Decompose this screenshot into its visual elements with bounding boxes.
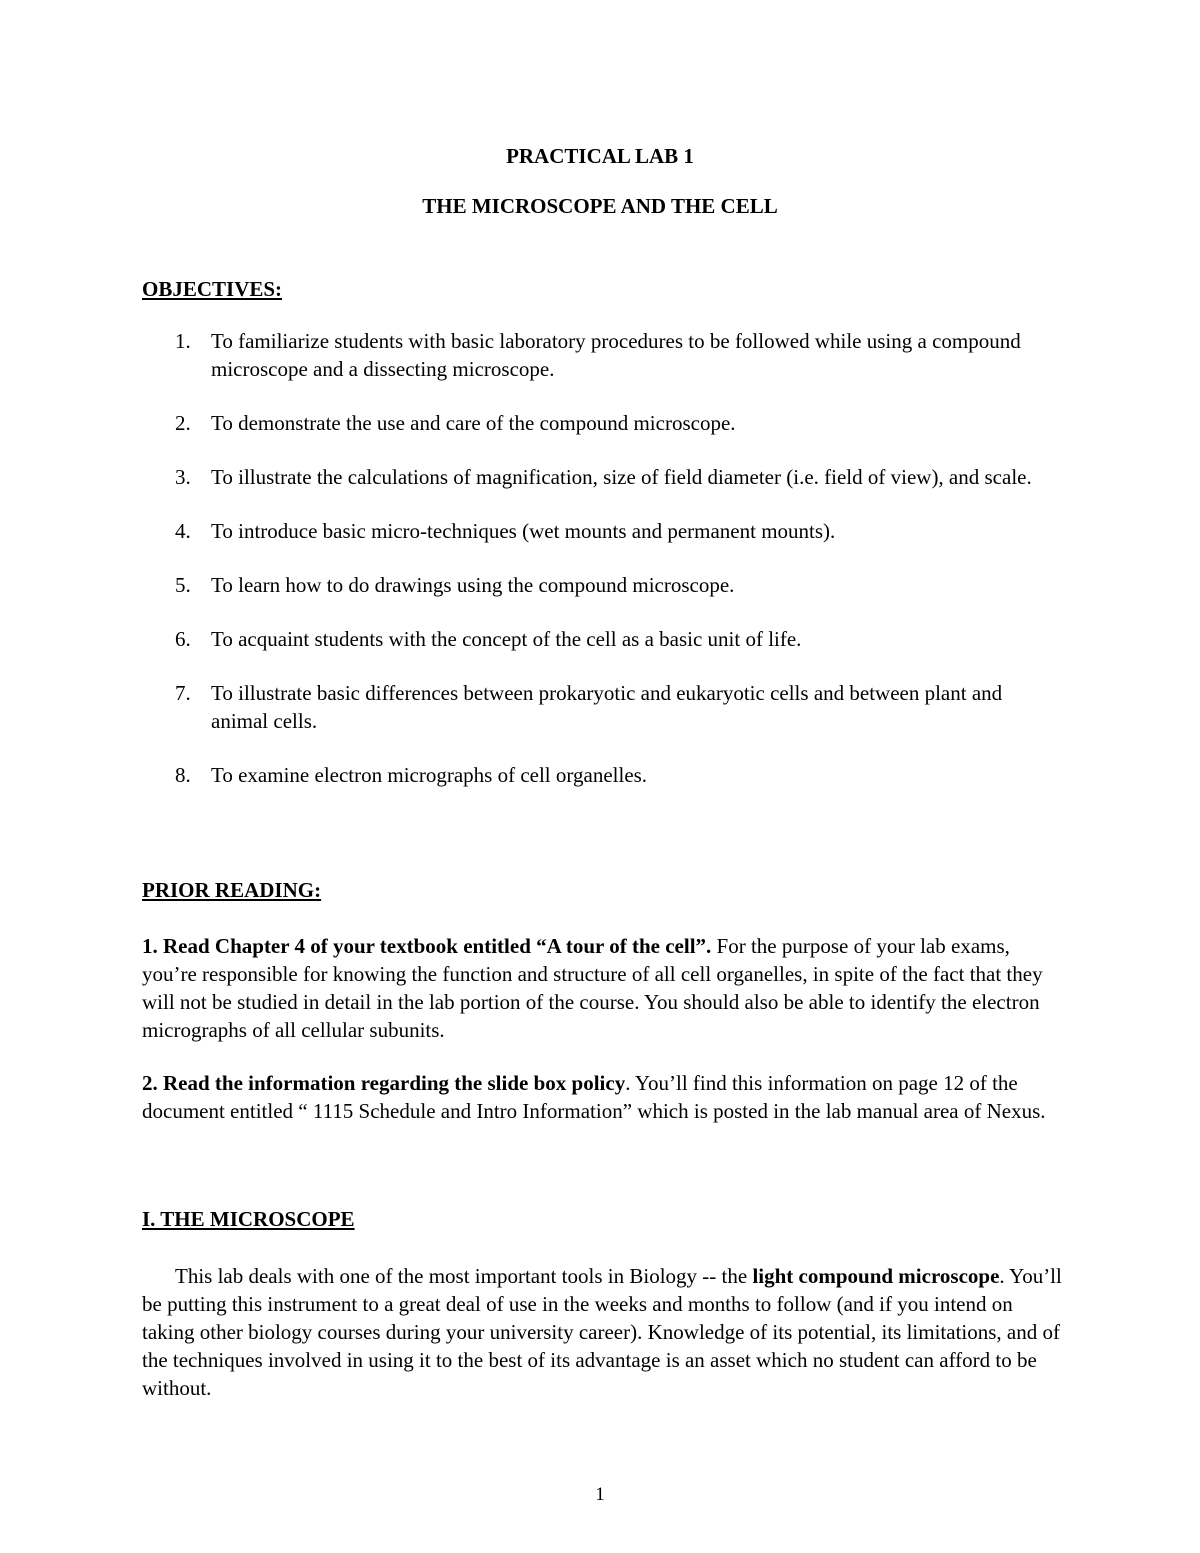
objective-number: 4. — [175, 519, 191, 543]
page-number: 1 — [595, 1484, 605, 1505]
objective-text: To demonstrate the use and care of the compound microscope. — [211, 411, 736, 435]
document-subtitle: THE MICROSCOPE AND THE CELL — [422, 194, 778, 218]
section-microscope-text-b: . You’ll be putting this instrument to a great deal of use in the weeks and months to follow (and if you intend on taking other biology courses during your university career). Knowledge of its potential, its limitations, and of the techniques involved in using it to the best of its advantage is an asset which no student can afford to be without. — [142, 1264, 1062, 1400]
objective-item — [142, 625, 1062, 653]
objective-number: 2. — [175, 411, 191, 435]
objective-text: To acquaint students with the concept of the cell as a basic unit of life. — [211, 627, 802, 651]
objective-number: 7. — [175, 681, 191, 705]
prior-reading-item-1-text: For the purpose of your lab exams, you’re responsible for knowing the function and structure of all cell organelles, in spite of the fact that they will not be studied in detail in the lab portion of the course. You should also be able to identify the electron micrographs of all cellular subunits. — [142, 934, 1043, 1042]
prior-reading-item-1-lead: 1. Read Chapter 4 of your textbook entitled “A tour of the cell”. — [142, 934, 712, 958]
prior-reading-item-2-lead: 2. Read the information regarding the slide box policy — [142, 1071, 626, 1095]
objective-text: To familiarize students with basic laboratory procedures to be followed while using a compound microscope and a dissecting microscope. — [211, 329, 1021, 381]
section-microscope-paragraph — [142, 1262, 1062, 1402]
objective-item — [142, 463, 1062, 491]
objective-text: To illustrate the calculations of magnification, size of field diameter (i.e. field of view), and scale. — [211, 465, 1032, 489]
objective-text: To examine electron micrographs of cell organelles. — [211, 763, 648, 787]
objective-number: 3. — [175, 465, 191, 489]
objective-item — [142, 571, 1062, 599]
objective-number: 6. — [175, 627, 191, 651]
objective-text: To learn how to do drawings using the compound microscope. — [211, 573, 735, 597]
objective-number: 5. — [175, 573, 191, 597]
objectives-heading: OBJECTIVES: — [142, 277, 283, 301]
document-title: PRACTICAL LAB 1 — [506, 144, 694, 168]
objective-item — [142, 409, 1062, 437]
objective-number: 1. — [175, 329, 191, 353]
section-microscope-heading: I. THE MICROSCOPE — [142, 1207, 355, 1231]
objective-item — [142, 327, 1062, 383]
section-microscope-term: light compound microscope — [752, 1264, 1000, 1288]
prior-reading-item-2-text: . You’ll find this information on page 12 of the document entitled “ 1115 Schedule and Intro Information” which is posted in the lab manual area of Nexus. — [142, 1071, 1046, 1123]
objective-text: To introduce basic micro-techniques (wet mounts and permanent mounts). — [211, 519, 836, 543]
prior-reading-item-2 — [142, 1069, 1062, 1125]
objective-number: 8. — [175, 763, 191, 787]
objective-item — [142, 517, 1062, 545]
prior-reading-item-1 — [142, 932, 1062, 1044]
prior-reading-heading: PRIOR READING: — [142, 878, 322, 902]
section-microscope-text-a: This lab deals with one of the most important tools in Biology -- the — [175, 1264, 753, 1288]
objective-item — [142, 679, 1062, 735]
objectives-list — [142, 327, 1062, 815]
objective-item — [142, 761, 1062, 789]
objective-text: To illustrate basic differences between prokaryotic and eukaryotic cells and between plant and animal cells. — [211, 681, 1003, 733]
